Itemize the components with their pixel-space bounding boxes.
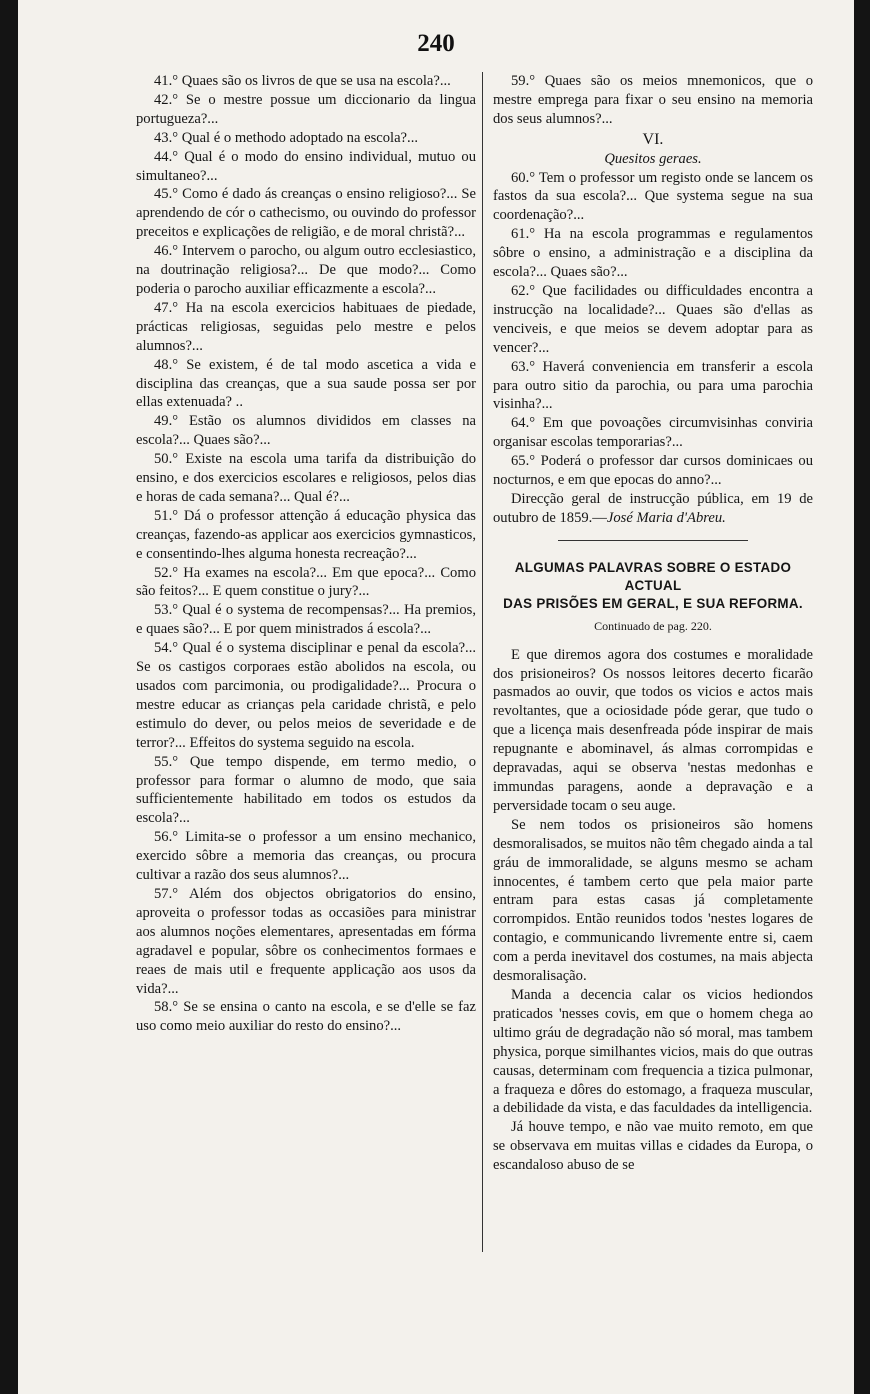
question-41: 41.° Quaes são os livros de que se usa na escola?...: [154, 73, 451, 89]
article-paragraph: E que diremos agora dos costumes e moralidade dos prisioneiros? Os nossos leitores decerto ficarão pasmados ao ouvir, que todos os vicios e actos mais revoltantes, que a ociosidade póde gerar, que tudo o que a licença mais desenfreada póde inspirar de mais repugnante e abominavel, ás almas corrompidas e depravadas, aqui se observa 'nestas medonhas e immundas paragens, aonde a depravação e a perversidade tocam o seu auge.: [493, 646, 813, 814]
question-49: 49.° Estão os alumnos divididos em classes na escola?... Quaes são?...: [136, 413, 476, 449]
section-subtitle: Quesitos geraes.: [604, 150, 702, 167]
question-57: 57.° Além dos objectos obrigatorios do ensino, aproveita o professor todas as occasiões para ministrar aos alumnos noções elementares, apresentadas em fórma agradavel e popular, sôbre os conhecimentos formaes e reaes de mais util e frequente applicação aos usos da vida?...: [136, 885, 476, 997]
signature-lead: Direcção geral de instrucção pública, em 19 de outubro de 1859.—: [493, 490, 813, 526]
question-58: 58.° Se se ensina o canto na escola, e se d'elle se faz uso como meio auxiliar do resto do ensino?...: [136, 999, 476, 1035]
question-65: 65.° Poderá o professor dar cursos dominicaes ou nocturnos, e em que epocas do anno?...: [493, 453, 813, 489]
signature-name: José Maria d'Abreu.: [606, 509, 726, 526]
question-48: 48.° Se existem, é de tal modo ascetica a vida e disciplina das creanças, que a sua saude possa ser por ellas extenuada? ..: [136, 356, 476, 411]
continued-note: Continuado de pag. 220.: [594, 618, 712, 633]
question-63: 63.° Haverá conveniencia em transferir a escola para outro sitio da parochia, ou para uma parochia visinha?...: [493, 358, 813, 413]
question-47: 47.° Ha na escola exercicios habituaes de piedade, prácticas religiosas, seguidas pelo mestre e pelos alumnos?...: [136, 299, 476, 354]
article-heading-line-1: ALGUMAS PALAVRAS SOBRE O ESTADO ACTUAL: [514, 559, 792, 593]
question-42: 42.° Se o mestre possue um diccionario da lingua portugueza?...: [136, 91, 476, 127]
article-paragraph: Manda a decencia calar os vicios hediondos praticados 'nesses covis, em que o homem chega ao ultimo gráu de degradação não só moral, mas tambem physica, porque similhantes vicios, mais do que outras causas, determinam com frequencia a tizica pulmonar, a fraqueza e dôres do estomago, a fraqueza muscular, a debilidade da vista, e das faculdades da intelligencia.: [493, 986, 813, 1117]
section-title: VI.: [642, 130, 664, 148]
section-separator: [558, 540, 748, 541]
page-sheet: [18, 0, 854, 1394]
left-column: [136, 72, 476, 1036]
question-50: 50.° Existe na escola uma tarifa da distribuição do ensino, e dos exercicios escolares e religiosos, pelos dias e horas de cada semana?... Qual é?...: [136, 451, 476, 505]
question-60: 60.° Tem o professor um registo onde se lancem os fastos da sua escola?... Que systema segue na sua coordenação?...: [493, 169, 813, 224]
column-divider: [482, 72, 483, 1252]
question-51: 51.° Dá o professor attenção á educação physica das creanças, fazendo-as applicar aos exercicios gymnasticos, e consentindo-lhes alguma honesta recreação?...: [136, 507, 476, 562]
question-59: 59.° Quaes são os meios mnemonicos, que o mestre emprega para fixar o seu ensino na memoria dos seus alumnos?...: [493, 73, 813, 127]
question-64: 64.° Em que povoações circumvisinhas conviria organisar escolas temporarias?...: [493, 415, 813, 451]
article-paragraph: Se nem todos os prisioneiros são homens desmoralisados, se muitos não têm chegado ainda a tal gráu de immoralidade, se alguns mesmo se acham innocentes, é tambem certo que pela maior parte entram para estas casas já completamente corrompidos. Então reunidos todos 'nestes logares de contagio, e communicando livremente entre si, caem com a perda inevitavel dos costumes, na mais abjecta desmoralisação.: [493, 816, 813, 985]
question-53: 53.° Qual é o systema de recompensas?... Ha premios, e quaes são?... E por quem ministrados á escola?...: [136, 602, 476, 638]
question-44: 44.° Qual é o modo do ensino individual, mutuo ou simultaneo?...: [136, 148, 476, 184]
question-54: 54.° Qual é o systema disciplinar e penal da escola?... Se os castigos corporaes estão abolidos na escola, ou usados com parcimonia, ou prodigalidade?... Procura o mestre educar as crianças pela caridade christã, e pelo estimulo do dever, ou pelos meios de severidade e de terror?... Effeitos do systema seguido na escola.: [136, 640, 476, 751]
right-column: [493, 72, 813, 1175]
signature-line: [493, 490, 813, 528]
question-56: 56.° Limita-se o professor a um ensino mechanico, exercido sôbre a memoria das creanças, ou procura cultivar a razão dos seus alumnos?...: [136, 829, 476, 884]
question-46: 46.° Intervem o parocho, ou algum outro ecclesiastico, na doutrinação religiosa?... De que modo?... Como poderia o parocho auxiliar efficazmente a escola?...: [136, 243, 476, 297]
question-52: 52.° Ha exames na escola?... Em que epoca?... Como são feitos?... E quem constitue o jury?...: [136, 564, 476, 600]
question-55: 55.° Que tempo dispende, em termo medio, o professor para formar o alumno de modo, que saia sufficientemente habilitado em todos os estudos da escola?...: [136, 753, 476, 827]
article-heading-line-2: DAS PRISÕES EM GERAL, E SUA REFORMA.: [503, 595, 803, 611]
question-62: 62.° Que facilidades ou difficuldades encontra a instrucção na localidade?... Quaes são d'ellas as venciveis, e que meios se devem adoptar para as vencer?...: [493, 282, 813, 356]
question-61: 61.° Ha na escola programmas e regulamentos sôbre o ensino, a administração e a disciplina da escola?... Quaes são?...: [493, 226, 813, 281]
article-paragraph: Já houve tempo, e não vae muito remoto, em que se observava em muitas villas e cidades da Europa, o escandaloso abuso de se: [493, 1119, 813, 1174]
question-43: 43.° Qual é o methodo adoptado na escola?...: [154, 129, 418, 146]
question-45: 45.° Como é dado ás creanças o ensino religioso?... Se aprendendo de cór o cathecismo, ou ouvindo do professor preceitos e explicações de religião, e de moral christã?...: [136, 186, 476, 241]
page-number: 240: [417, 30, 455, 57]
